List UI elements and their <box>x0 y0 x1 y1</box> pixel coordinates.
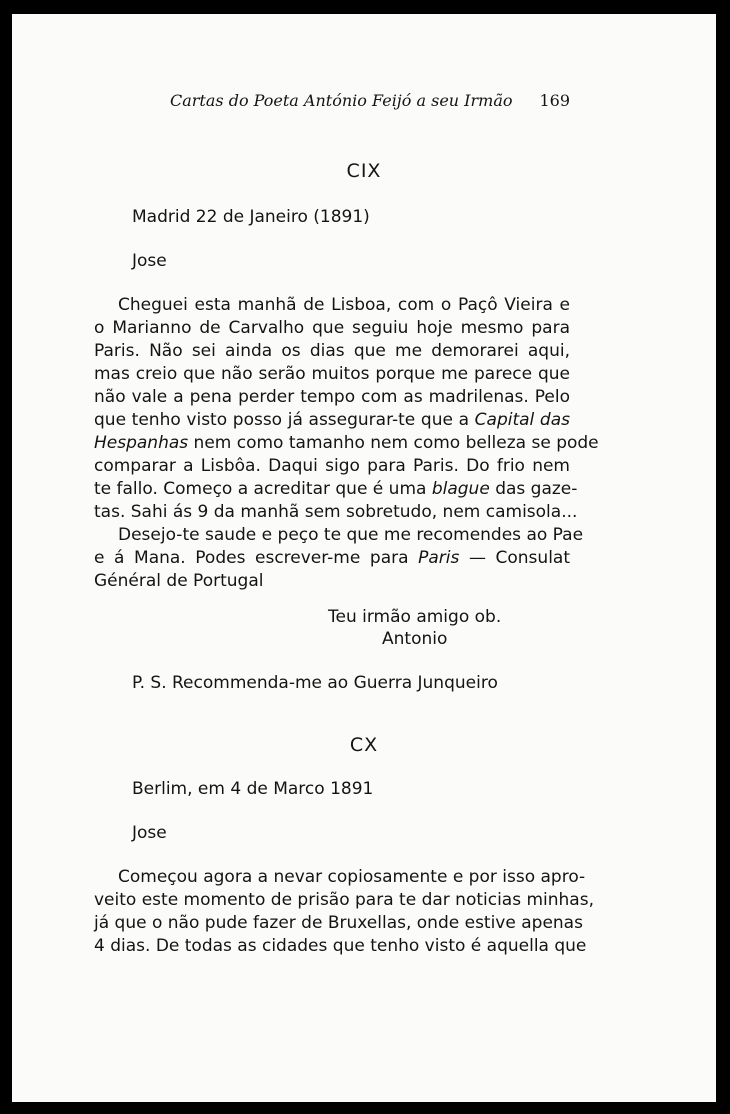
text-line: comparar a Lisbôa. Daqui sigo para Paris. Do frio nem <box>94 456 570 476</box>
text-span: que tenho visto posso já assegurar-te que a <box>94 410 470 430</box>
text-line: Começou agora a nevar copiosamente e por isso apro- <box>118 867 586 887</box>
italic-span: blague <box>431 479 490 499</box>
text-line: Cheguei esta manhã de Lisboa, com o Paçô Vieira e <box>118 295 570 315</box>
text-span: te fallo. Começo a acreditar que é uma <box>94 479 427 499</box>
postscript: P. S. Recommenda-me ao Guerra Junqueiro <box>132 673 498 693</box>
text-line: já que o não pude fazer de Bruxellas, onde estive apenas <box>94 913 583 933</box>
text-span: das gaze- <box>495 479 578 499</box>
letter-place-date: Berlim, em 4 de Marco 1891 <box>132 779 374 799</box>
text-line: não vale a pena perder tempo com as madrilenas. Pelo <box>94 387 570 407</box>
letter-numeral: CIX <box>346 160 382 182</box>
letter-place-date: Madrid 22 de Janeiro (1891) <box>132 207 370 227</box>
text-line: mas creio que não serão muitos porque me parece que <box>94 364 570 384</box>
text-line: Paris. Não sei ainda os dias que me demorarei aqui, <box>94 341 570 361</box>
italic-span: Paris <box>418 548 460 568</box>
text-line <box>94 547 570 569</box>
letter-signature: Antonio <box>382 629 448 649</box>
text-line: tas. Sahi ás 9 da manhã sem sobretudo, nem camisola... <box>94 502 578 522</box>
letter-closing: Teu irmão amigo ob. <box>328 607 502 627</box>
letter-salutation: Jose <box>132 251 167 271</box>
running-header <box>170 90 582 112</box>
text-line: 4 dias. De todas as cidades que tenho visto é aquella que <box>94 936 587 956</box>
text-line <box>94 432 599 454</box>
letter-numeral: CX <box>349 734 379 756</box>
text-line: o Marianno de Carvalho que seguiu hoje mesmo para <box>94 318 570 338</box>
italic-span: Capital das <box>474 410 571 430</box>
text-span: — Consulat <box>468 548 570 568</box>
italic-span: Hespanhas <box>94 433 189 453</box>
text-line: Général de Portugal <box>94 571 264 591</box>
text-line: veito este momento de prisão para te dar noticias minhas, <box>94 890 594 910</box>
book-page <box>12 14 716 1102</box>
letter-salutation: Jose <box>132 823 167 843</box>
running-title: Cartas do Poeta António Feijó a seu Irmão <box>170 91 513 110</box>
text-span: e á Mana. Podes escrever-me para <box>94 548 409 568</box>
text-line <box>94 409 570 431</box>
text-span: nem como tamanho nem como belleza se pode <box>193 433 599 453</box>
text-line: Desejo-te saude e peço te que me recomendes ao Pae <box>118 525 584 545</box>
text-line <box>94 478 578 500</box>
page-number: 169 <box>539 91 570 110</box>
